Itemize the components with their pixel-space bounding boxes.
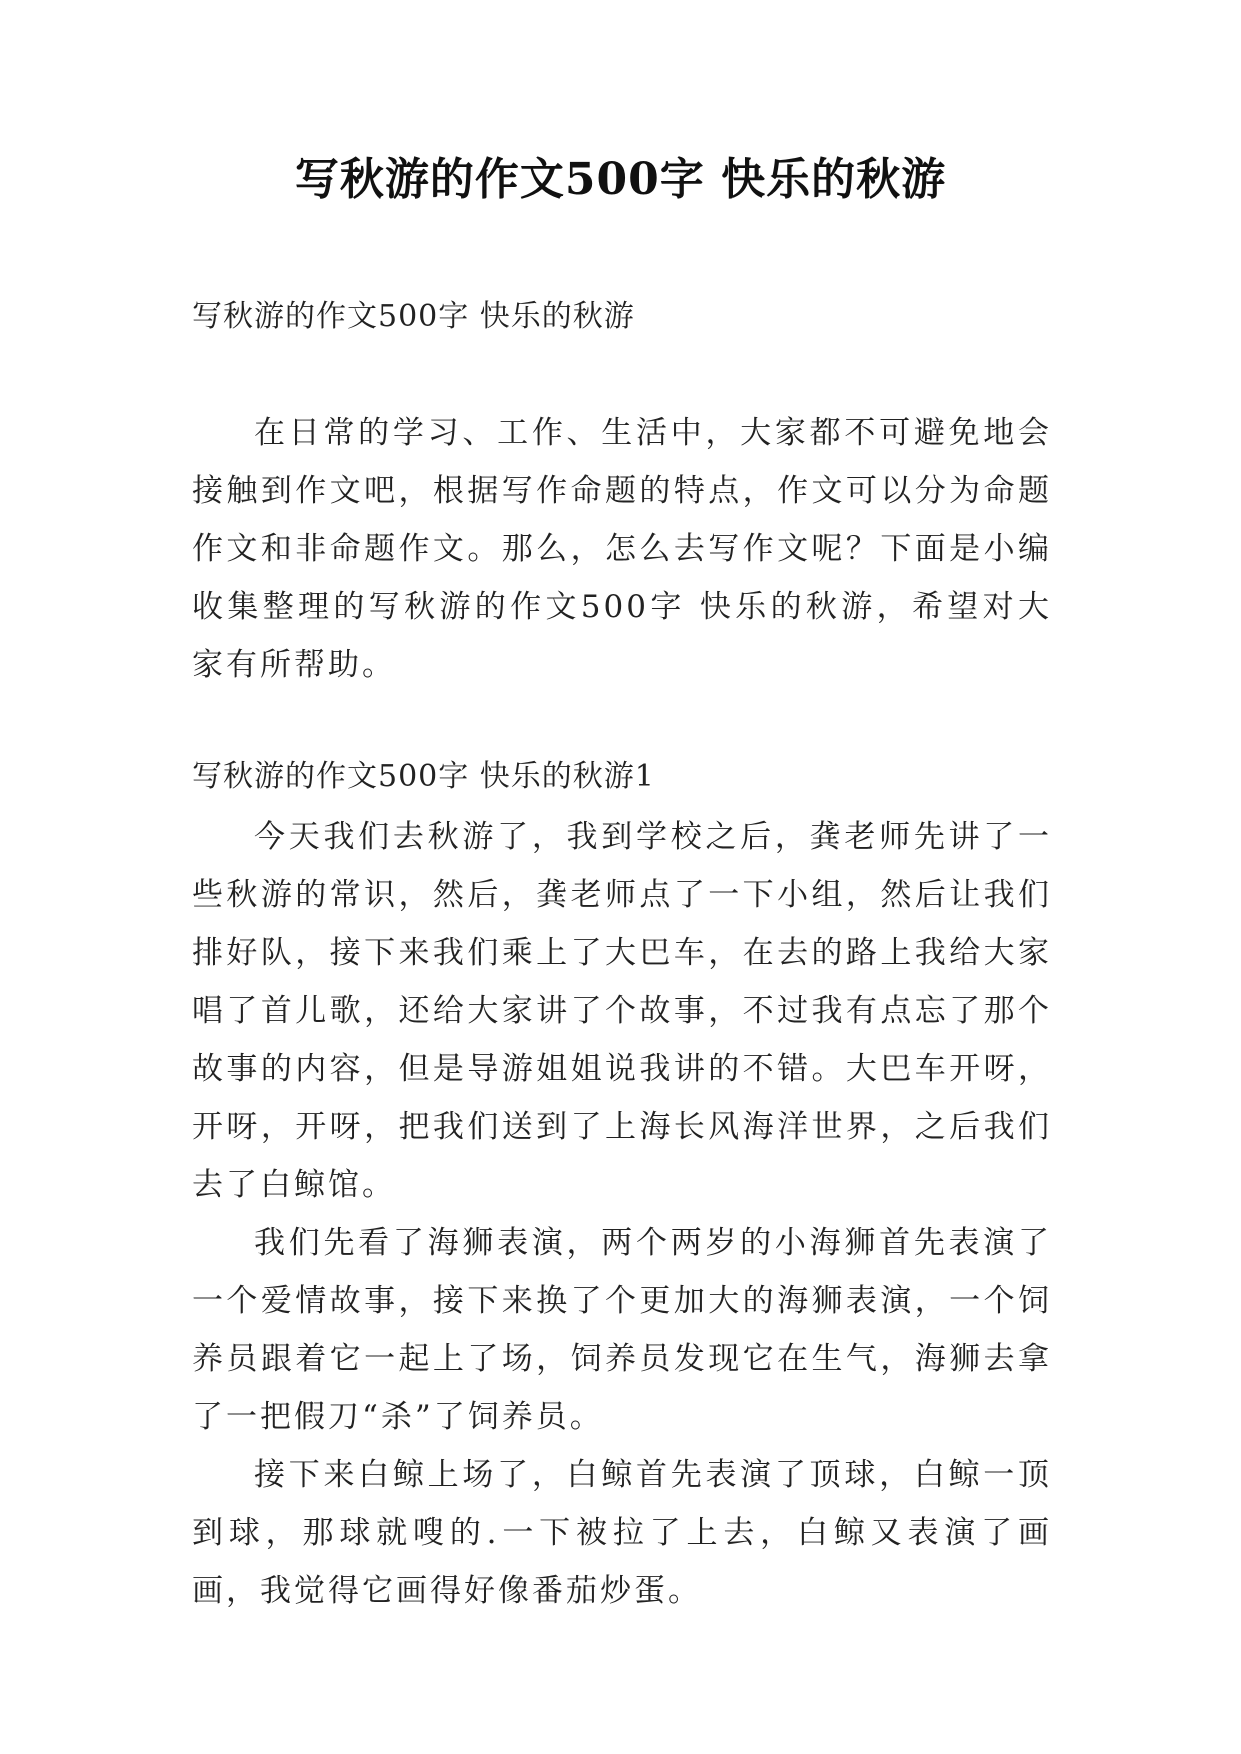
intro-paragraph: 在日常的学习、工作、生活中，大家都不可避免地会接触到作文吧，根据写作命题的特点，作文可以分为命题作文和非命题作文。那么，怎么去写作文呢？下面是小编收集整理的写秋游的作文500字 快乐的秋游，希望对大家有所帮助。	[192, 415, 1052, 683]
essay-paragraph: 接下来白鲸上场了，白鲸首先表演了顶球，白鲸一顶到球，那球就嗖的.一下被拉了上去，白鲸又表演了画画，我觉得它画得好像番茄炒蛋。	[192, 1457, 1052, 1609]
essay-paragraph: 今天我们去秋游了，我到学校之后，龚老师先讲了一些秋游的常识，然后，龚老师点了一下小组，然后让我们排好队，接下来我们乘上了大巴车，在去的路上我给大家唱了首儿歌，还给大家讲了个故事，不过我有点忘了那个故事的内容，但是导游姐姐说我讲的不错。大巴车开呀，开呀，开呀，把我们送到了上海长风海洋世界，之后我们去了白鲸馆。	[192, 819, 1052, 1203]
essay-body	[192, 808, 1052, 1620]
intro-section	[192, 404, 1052, 694]
document-title: 写秋游的作文500字 快乐的秋游	[294, 154, 947, 205]
section-heading: 写秋游的作文500字 快乐的秋游1	[192, 759, 655, 794]
essay-paragraph: 我们先看了海狮表演，两个两岁的小海狮首先表演了一个爱情故事，接下来换了个更加大的海狮表演，一个饲养员跟着它一起上了场，饲养员发现它在生气，海狮去拿了一把假刀“杀”了饲养员。	[192, 1225, 1052, 1435]
document-subtitle: 写秋游的作文500字 快乐的秋游	[192, 299, 635, 334]
